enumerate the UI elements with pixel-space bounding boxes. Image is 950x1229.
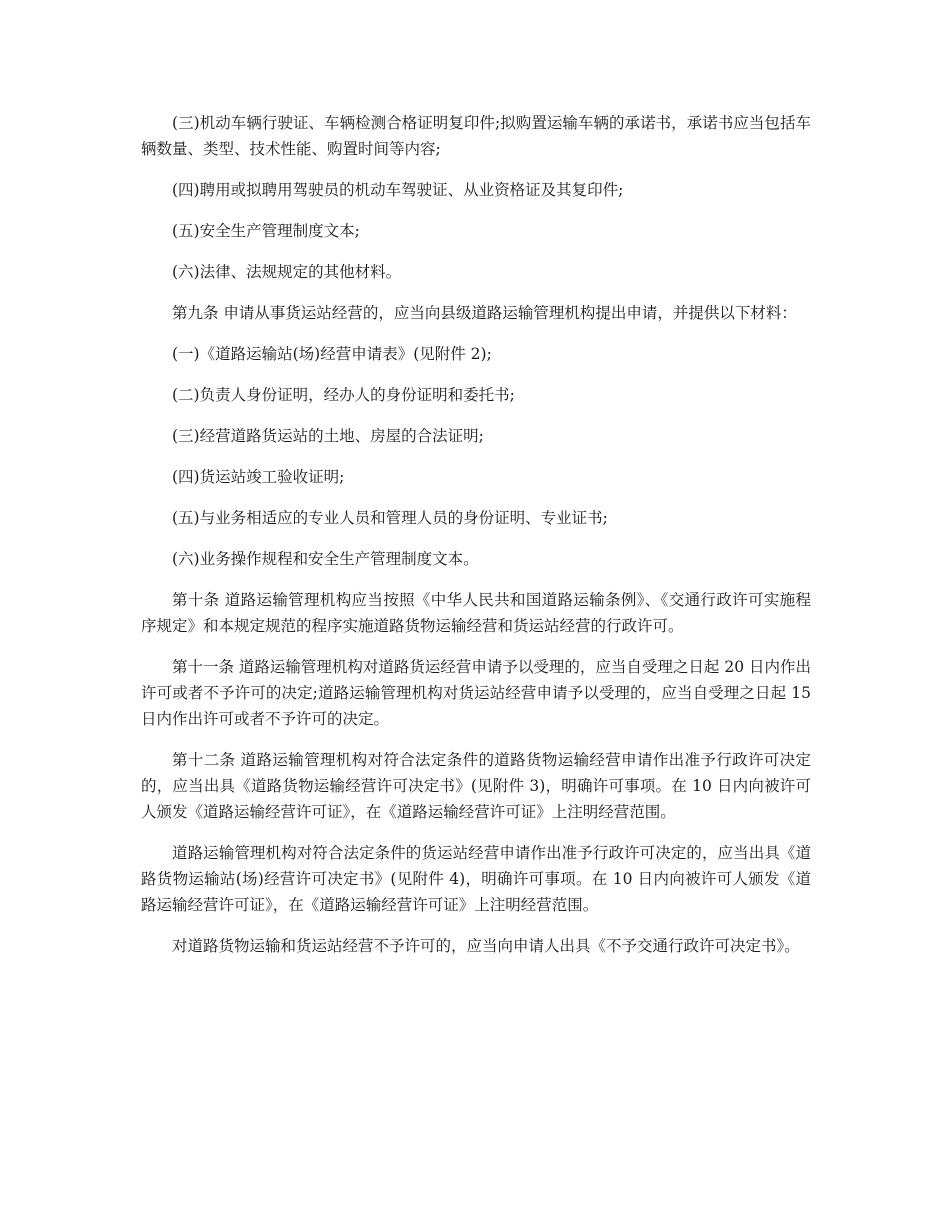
paragraph-item-3-vehicle-license: (三)机动车辆行驶证、车辆检测合格证明复印件;拟购置运输车辆的承诺书，承诺书应当包括车辆数量、类型、技术性能、购置时间等内容;: [141, 114, 811, 158]
paragraph-item-5-safety-rules: (五)安全生产管理制度文本;: [172, 222, 360, 240]
paragraph-item-4-driver-license: (四)聘用或拟聘用驾驶员的机动车驾驶证、从业资格证及其复印件;: [172, 181, 624, 199]
paragraph-article-11: 第十一条 道路运输管理机构对道路货运经营申请予以受理的，应当自受理之日起 20 日内作出许可或者不予许可的决定;道路运输管理机构对货运站经营申请予以受理的，应当自受理之日起 15 日内作出许可或者不予许可的决定。: [141, 658, 812, 728]
paragraph-article-9-item-1: (一)《道路运输站(场)经营申请表》(见附件 2);: [172, 345, 492, 363]
document-body: [141, 110, 811, 974]
paragraph-article-10: 第十条 道路运输管理机构应当按照《中华人民共和国道路运输条例》、《交通行政许可实施程序规定》和本规定规范的程序实施道路货物运输经营和货运站经营的行政许可。: [141, 591, 811, 635]
paragraph-article-9-item-5: (五)与业务相适应的专业人员和管理人员的身份证明、专业证书;: [172, 509, 608, 527]
paragraph-article-9-item-4: (四)货运站竣工验收证明;: [172, 468, 345, 486]
paragraph-article-9-item-3: (三)经营道路货运站的土地、房屋的合法证明;: [172, 427, 484, 445]
paragraph-article-12-refusal: 对道路货物运输和货运站经营不予许可的，应当向申请人出具《不予交通行政许可决定书》。: [172, 937, 800, 955]
paragraph-article-9-item-2: (二)负责人身份证明，经办人的身份证明和委托书;: [172, 386, 515, 404]
paragraph-item-6-other-materials: (六)法律、法规规定的其他材料。: [172, 263, 402, 281]
paragraph-article-12: 第十二条 道路运输管理机构对符合法定条件的道路货物运输经营申请作出准予行政许可决定的，应当出具《道路货物运输经营许可决定书》(见附件 3)，明确许可事项。在 10 日内向被许可人颁发《道路运输经营许可证》，在《道路运输经营许可证》上注明经营范围。: [141, 751, 811, 821]
paragraph-article-9-item-6: (六)业务操作规程和安全生产管理制度文本。: [172, 550, 479, 568]
paragraph-article-9: 第九条 申请从事货运站经营的，应当向县级道路运输管理机构提出申请，并提供以下材料：: [172, 304, 797, 322]
paragraph-article-12-station: 道路运输管理机构对符合法定条件的货运站经营申请作出准予行政许可决定的，应当出具《道路货物运输站(场)经营许可决定书》(见附件 4)，明确许可事项。在 10 日内向被许可人颁发《道路运输经营许可证》，在《道路运输经营许可证》上注明经营范围。: [141, 844, 811, 914]
